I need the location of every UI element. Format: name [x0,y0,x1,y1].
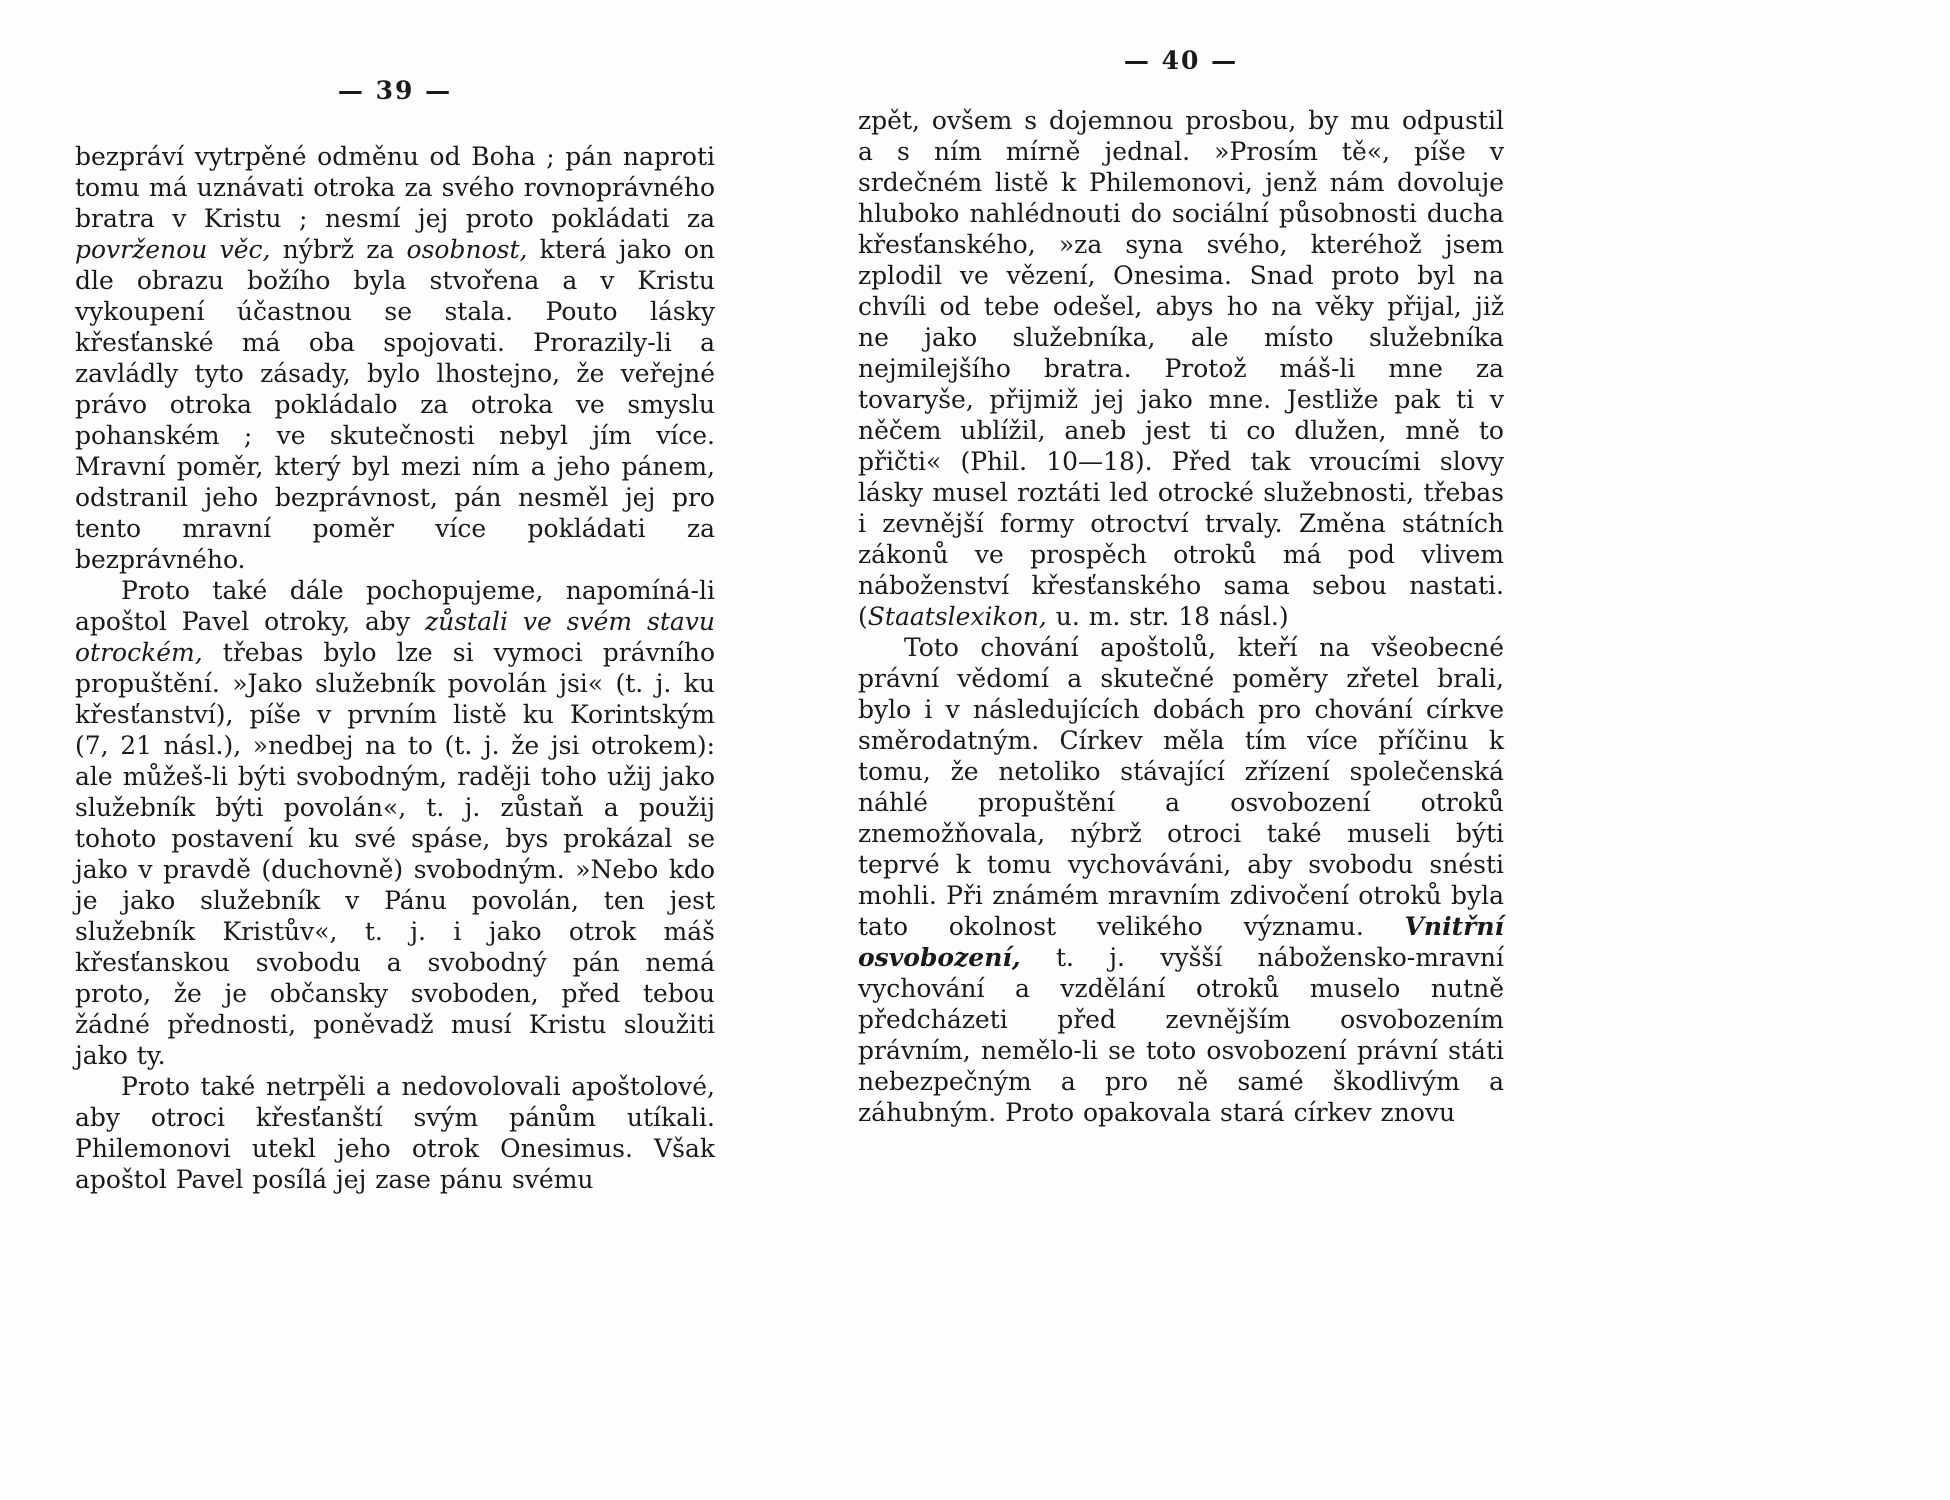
page-left [75,76,715,1195]
paragraph [858,105,1504,632]
paragraph [858,632,1504,1128]
body-text: Proto také netrpěli a nedovolovali apoštolové, aby otroci křesťanští svým pánům utíkali. Philemonovi utekl jeho otrok Onesimus. Však apoštol Pavel posílá jej zase pánu svému [75,1072,715,1194]
body-text: t. j. vyšší nábožensko-mravní vychování a vzdělání otroků muselo nutně předcházeti před zevnějším osvobozením právním, nemělo-li se toto osvobození právní státi nebezpečným a pro ně samé škodlivým a záhubným. Proto opakovala stará církev znovu [858,943,1504,1127]
emphasized-text: povrženou věc, [75,235,271,264]
page-text-left [75,141,715,1195]
page-right [858,46,1504,1128]
paragraph [75,1071,715,1195]
body-text: třebas bylo lze si vymoci právního propuštění. »Jako služebník povolán jsi« (t. j. ku křesťanství), píše v prvním listě ku Korintským (7, 21 násl.), »nedbej na to (t. j. že jsi otrokem): ale můžeš-li býti svobodným, raději toho užij jako služebník býti povolán«, t. j. zůstaň a použij tohoto postavení ku své spáse, bys prokázal se jako v pravdě (duchovně) svobodným. »Nebo kdo je jako služebník v Pánu povolán, ten jest služebník Kristův«, t. j. i jako otrok máš křesťanskou svobodu a svobodný pán nemá proto, že je občansky svoboden, před tebou žádné přednosti, poněvadž musí Kristu sloužiti jako ty. [75,638,715,1070]
body-text: nýbrž za [270,235,407,264]
paragraph [75,141,715,575]
body-text: Toto chování apoštolů, kteří na všeobecné právní vědomí a skutečné poměry zřetel brali, bylo i v následujících dobách pro chování církve směrodatným. Církev měla tím více příčinu k tomu, že netoliko stávající zřízení společenská náhlé propuštění a osvobození otroků znemožňovala, nýbrž otroci také museli býti teprvé k tomu vychováváni, aby svobodu snésti mohli. Při známém mravním zdivočení otroků byla tato okolnost velikého významu. [858,633,1504,941]
emphasized-text: zůstali ve svém stavu otrockém, [75,607,716,667]
page-text-right [858,105,1504,1128]
body-text: Proto také dále pochopujeme, napomíná-li apoštol Pavel otroky, aby [75,576,715,636]
emphasized-text: osobnost, [406,235,528,264]
page-number-right: — 40 — [1123,46,1239,75]
body-text: která jako on dle obrazu božího byla stvořena a v Kristu vykoupení účastnou se stala. Pouto lásky křesťanské má oba spojovati. Prorazily-li a zavládly tyto zásady, bylo lhostejno, že veřejné právo otroka pokládalo za otroka ve smyslu pohanském ; ve skutečnosti nebyl jím více. Mravní poměr, který byl mezi ním a jeho pánem, odstranil jeho bezprávnost, pán nesměl jej pro tento mravní poměr více pokládati za bezprávného. [75,235,715,574]
emphasized-text: Staatslexikon, [867,602,1047,631]
body-text: bezpráví vytrpěné odměnu od Boha ; pán naproti tomu má uznávati otroka za svého rovnoprávného bratra v Kristu ; nesmí jej proto pokládati za [75,142,715,233]
page-number-left: — 39 — [337,76,453,105]
body-text: u. m. str. 18 násl.) [1046,602,1289,631]
paragraph [75,575,715,1071]
emphasized-text: Vnitřní osvobození, [858,912,1504,972]
body-text: zpět, ovšem s dojemnou prosbou, by mu odpustil a s ním mírně jednal. »Prosím tě«, píše v srdečném listě k Philemonovi, jenž nám dovoluje hluboko nahlédnouti do sociální působnosti ducha křesťanského, »za syna svého, kteréhož jsem zplodil ve vězení, Onesima. Snad proto byl na chvíli od tebe odešel, abys ho na věky přijal, již ne jako služebníka, ale místo služebníka nejmilejšího bratra. Protož máš-li mne za tovaryše, přijmiž jej jako mne. Jestliže pak ti v něčem ublížil, aneb jest ti co dlužen, mně to přičti« (Phil. 10—18). Před tak vroucími slovy lásky musel roztáti led otrocké služebnosti, třebas i zevnější formy otroctví trvaly. Změna státních zákonů ve prospěch otroků má pod vlivem náboženství křesťanského sama sebou nastati. ( [858,106,1504,631]
